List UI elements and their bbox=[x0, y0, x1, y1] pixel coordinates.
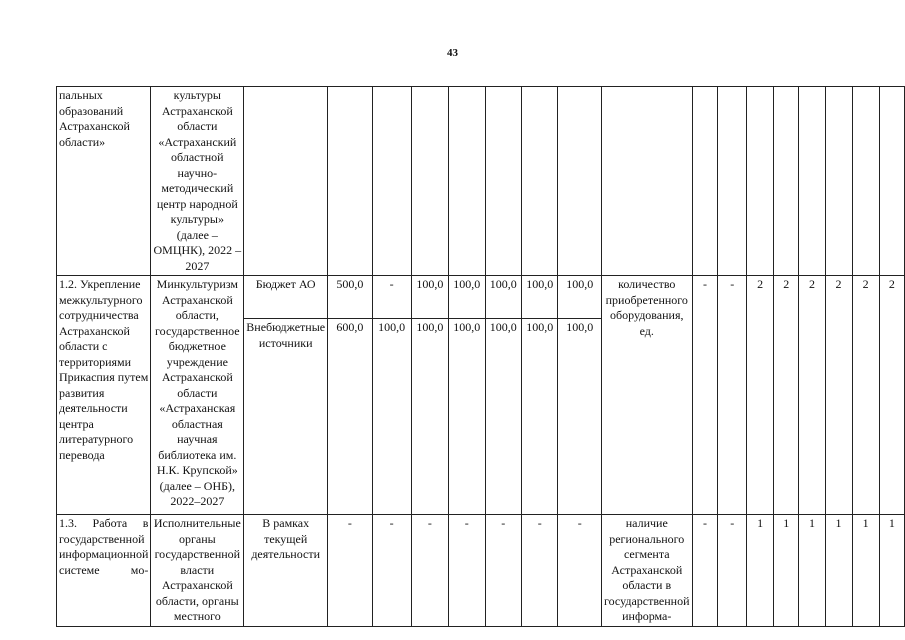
value-cell: - bbox=[411, 515, 448, 627]
value-cell: 100,0 bbox=[411, 276, 448, 319]
target-cell: 1 bbox=[774, 515, 799, 627]
value-cell: - bbox=[372, 276, 411, 319]
target-cell: 2 bbox=[825, 276, 852, 515]
value-cell bbox=[521, 87, 557, 276]
target-cell: 2 bbox=[774, 276, 799, 515]
value-cell: 100,0 bbox=[521, 276, 557, 319]
target-cell bbox=[747, 87, 774, 276]
measure-cell: 1.2. Укрепление межкультурного сотрудничества Астраханской области с территориями Прикаспия путем развития деятельности центра литературного перевода bbox=[57, 276, 151, 515]
target-cell: 2 bbox=[879, 276, 904, 515]
funding-source-cell: В рамках текущей деятельности bbox=[244, 515, 328, 627]
target-cell bbox=[774, 87, 799, 276]
measure-cell: 1.3. Работа в государственной информационной системе мо- bbox=[57, 515, 151, 627]
target-cell: 2 bbox=[799, 276, 825, 515]
value-cell: 100,0 bbox=[558, 319, 602, 515]
value-cell: - bbox=[558, 515, 602, 627]
funding-source-cell bbox=[244, 87, 328, 276]
value-cell: 100,0 bbox=[372, 319, 411, 515]
value-cell: 100,0 bbox=[449, 319, 485, 515]
executor-cell: Минкультуризм Астраханской области, государственное бюджетное учреждение Астраханской области «Астраханская областная научная библиотека им. Н.К. Крупской» (далее – ОНБ), 2022–2027 bbox=[151, 276, 244, 515]
value-cell: - bbox=[449, 515, 485, 627]
target-cell: 1 bbox=[852, 515, 879, 627]
value-cell: 100,0 bbox=[449, 276, 485, 319]
target-cell bbox=[799, 87, 825, 276]
value-cell bbox=[328, 87, 372, 276]
value-cell: 100,0 bbox=[485, 276, 521, 319]
value-cell: 100,0 bbox=[521, 319, 557, 515]
value-cell: - bbox=[485, 515, 521, 627]
value-cell: 500,0 bbox=[328, 276, 372, 319]
target-cell bbox=[718, 87, 747, 276]
value-cell bbox=[485, 87, 521, 276]
value-cell: - bbox=[521, 515, 557, 627]
indicator-cell: количество приобретенного оборудования, ед. bbox=[602, 276, 693, 515]
value-cell bbox=[411, 87, 448, 276]
indicator-cell: наличие регионального сегмента Астраханской области в государственной информа- bbox=[602, 515, 693, 627]
value-cell: - bbox=[328, 515, 372, 627]
funding-source-cell: Бюджет АО bbox=[244, 276, 328, 319]
value-cell: 100,0 bbox=[485, 319, 521, 515]
value-cell bbox=[558, 87, 602, 276]
value-cell: 100,0 bbox=[558, 276, 602, 319]
target-cell: - bbox=[692, 515, 718, 627]
target-cell bbox=[852, 87, 879, 276]
executor-cell: культуры Астраханской области «Астраханский областной научно-методический центр народной культуры» (далее – ОМЦНК), 2022 – 2027 bbox=[151, 87, 244, 276]
program-table bbox=[56, 86, 905, 627]
value-cell: 600,0 bbox=[328, 319, 372, 515]
target-cell: 1 bbox=[799, 515, 825, 627]
measure-cell: пальных образований Астраханской области» bbox=[57, 87, 151, 276]
table-row bbox=[57, 87, 905, 276]
page-number: 43 bbox=[447, 47, 458, 59]
funding-source-cell: Внебюджетные источники bbox=[244, 319, 328, 515]
target-cell: - bbox=[718, 515, 747, 627]
target-cell bbox=[879, 87, 904, 276]
table-row bbox=[57, 515, 905, 627]
indicator-cell bbox=[602, 87, 693, 276]
target-cell: 1 bbox=[825, 515, 852, 627]
target-cell: 2 bbox=[747, 276, 774, 515]
value-cell: - bbox=[372, 515, 411, 627]
target-cell: - bbox=[692, 276, 718, 515]
table-row bbox=[57, 276, 905, 319]
spacer-cell bbox=[692, 87, 718, 276]
target-cell: 2 bbox=[852, 276, 879, 515]
target-cell: 1 bbox=[747, 515, 774, 627]
target-cell: 1 bbox=[879, 515, 904, 627]
value-cell: 100,0 bbox=[411, 319, 448, 515]
target-cell: - bbox=[718, 276, 747, 515]
target-cell bbox=[825, 87, 852, 276]
value-cell bbox=[372, 87, 411, 276]
value-cell bbox=[449, 87, 485, 276]
executor-cell: Исполнительные органы государственной власти Астраханской области, органы местного bbox=[151, 515, 244, 627]
